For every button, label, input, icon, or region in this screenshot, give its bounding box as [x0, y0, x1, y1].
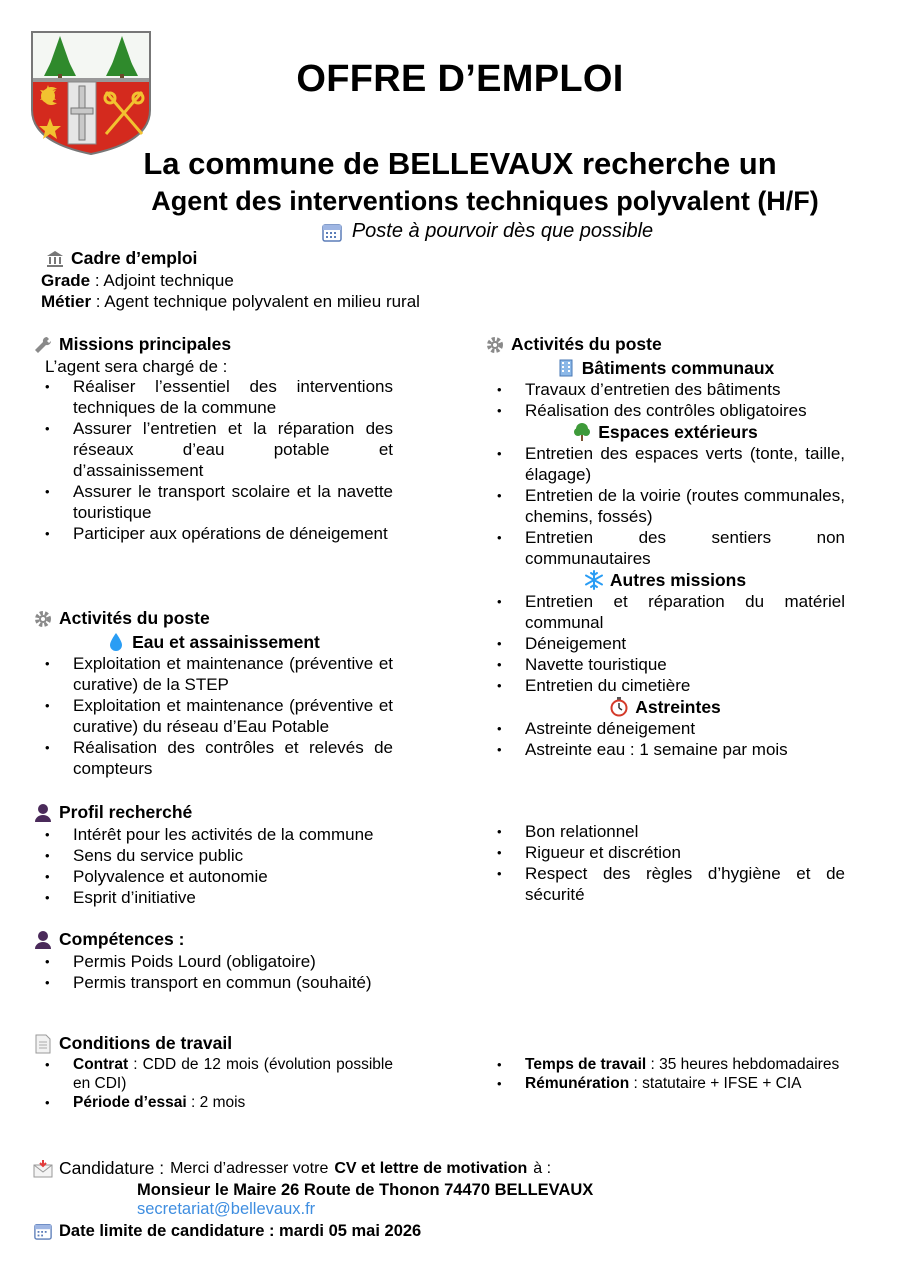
employer-headline: La commune de BELLEVAUX recherche un	[143, 146, 777, 181]
competences-heading-row	[33, 929, 184, 950]
postal-address: Monsieur le Maire 26 Route de Thonon 74470 BELLEVAUX	[137, 1181, 594, 1199]
batiments-subheading-row	[485, 357, 845, 379]
metier-line	[41, 291, 420, 312]
gear-icon	[485, 335, 505, 355]
list-item: • Assurer le transport scolaire et la navette touristique	[33, 481, 393, 523]
activites-right-heading-row	[485, 334, 662, 355]
competences-heading: Compétences :	[59, 929, 185, 949]
missions-heading: Missions principales	[59, 334, 232, 354]
essai-label: Période d’essai	[73, 1094, 187, 1111]
water-drop-icon	[106, 632, 126, 652]
deadline-text: Date limite de candidature : mardi 05 mai 2026	[59, 1221, 422, 1240]
list-item: • Bon relationnel	[485, 821, 845, 842]
list-item: • Exploitation et maintenance (préventive et curative) de la STEP	[33, 653, 393, 695]
snowflake-icon	[584, 570, 604, 590]
deadline-row	[33, 1221, 421, 1241]
list-item: • Travaux d’entretien des bâtiments	[485, 379, 845, 400]
wrench-icon	[33, 335, 53, 355]
candidature-text-before: Merci d’adresser votre	[170, 1159, 329, 1177]
grade-value: : Adjoint technique	[90, 271, 234, 290]
astreintes-subheading-row	[485, 696, 845, 718]
list-item: • Entretien et réparation du matériel communal	[485, 591, 845, 633]
activites-left-heading-row	[33, 608, 210, 629]
list-item: • Déneigement	[485, 633, 845, 654]
contrat-label: Contrat	[73, 1056, 129, 1073]
temps-label: Temps de travail	[525, 1056, 647, 1073]
email-link[interactable]: secretariat@bellevaux.fr	[137, 1200, 316, 1218]
profil-heading: Profil recherché	[59, 802, 193, 822]
list-item: • Exploitation et maintenance (préventive et curative) du réseau d’Eau Potable	[33, 695, 393, 737]
list-item: • Rigueur et discrétion	[485, 842, 845, 863]
remuneration-item	[485, 1074, 845, 1093]
profil-right-list	[485, 821, 845, 905]
office-building-icon	[556, 358, 576, 378]
list-item: • Réaliser l’essentiel des interventions techniques de la commune	[33, 376, 393, 418]
conditions-heading: Conditions de travail	[59, 1033, 233, 1053]
batiments-subheading: Bâtiments communaux	[581, 358, 775, 378]
tree-icon	[572, 422, 592, 442]
autres-subheading: Autres missions	[609, 570, 747, 590]
temps-value: : 35 heures hebdomadaires	[646, 1056, 840, 1073]
candidature-row	[33, 1158, 551, 1179]
availability-line	[0, 220, 900, 243]
contrat-item	[33, 1055, 393, 1093]
temps-item	[485, 1055, 845, 1074]
astreintes-subheading: Astreintes	[635, 697, 721, 717]
remuneration-label: Rémunération	[525, 1075, 630, 1092]
envelope-icon	[33, 1159, 53, 1179]
cadre-heading-row	[45, 248, 197, 269]
list-item: • Réalisation des contrôles obligatoires	[485, 400, 845, 421]
document-icon	[33, 1034, 53, 1054]
list-item: • Respect des règles d’hygiène et de sécurité	[485, 863, 845, 905]
essai-value: : 2 mois	[186, 1094, 246, 1111]
activites-right-heading: Activités du poste	[511, 334, 662, 354]
espaces-subheading: Espaces extérieurs	[598, 422, 758, 442]
list-item: • Assurer l’entretien et la réparation des réseaux d’eau potable et d’assainissement	[33, 418, 393, 481]
list-item: • Entretien du cimetière	[485, 675, 845, 696]
list-item: • Entretien des sentiers non communautaires	[485, 527, 845, 569]
bank-building-icon	[45, 249, 65, 269]
list-item: • Participer aux opérations de déneigement	[33, 523, 393, 544]
cadre-heading: Cadre d’emploi	[71, 248, 198, 268]
coat-of-arms-logo	[30, 30, 152, 156]
eau-subheading: Eau et assainissement	[132, 632, 320, 652]
espaces-list	[485, 443, 845, 569]
competences-list	[33, 951, 393, 993]
list-item: • Intérêt pour les activités de la commune	[33, 824, 393, 845]
metier-value: : Agent technique polyvalent en milieu rural	[91, 292, 420, 311]
profil-left-list	[33, 824, 393, 908]
availability-text: Poste à pourvoir dès que possible	[351, 220, 654, 242]
calendar-icon	[322, 222, 342, 242]
grade-line	[41, 270, 234, 291]
remuneration-value: : statutaire + IFSE + CIA	[629, 1075, 802, 1092]
list-item: • Polyvalence et autonomie	[33, 866, 393, 887]
list-item: • Permis Poids Lourd (obligatoire)	[33, 951, 393, 972]
contrat-value: : CDD de 12 mois (évolution possible en CDI)	[73, 1056, 393, 1092]
conditions-left-list	[33, 1055, 393, 1112]
batiments-list	[485, 379, 845, 421]
job-title: Agent des interventions techniques polyvalent (H/F)	[151, 186, 819, 216]
candidature-label: Candidature :	[59, 1158, 165, 1178]
autres-subheading-row	[485, 569, 845, 591]
profil-heading-row	[33, 802, 192, 823]
eau-subheading-row	[33, 631, 393, 653]
essai-item	[33, 1093, 393, 1112]
metier-label: Métier	[41, 292, 92, 311]
list-item: • Astreinte déneigement	[485, 718, 845, 739]
missions-heading-row	[33, 334, 231, 355]
page-title: OFFRE D’EMPLOI	[296, 58, 624, 100]
stopwatch-icon	[609, 697, 629, 717]
candidature-text-after: à :	[533, 1159, 552, 1177]
gear-icon	[33, 609, 53, 629]
autres-list	[485, 591, 845, 696]
activites-right-groups	[485, 357, 845, 760]
list-item: • Astreinte eau : 1 semaine par mois	[485, 739, 845, 760]
list-item: • Esprit d’initiative	[33, 887, 393, 908]
eau-list	[33, 653, 393, 779]
list-item: • Entretien des espaces verts (tonte, taille, élagage)	[485, 443, 845, 485]
grade-label: Grade	[41, 271, 91, 290]
conditions-heading-row	[33, 1033, 232, 1054]
list-item: • Permis transport en commun (souhaité)	[33, 972, 393, 993]
calendar-icon	[33, 1221, 53, 1241]
missions-intro: L’agent sera chargé de :	[45, 357, 228, 376]
astreintes-list	[485, 718, 845, 760]
conditions-right-list	[485, 1055, 845, 1093]
list-item: • Entretien de la voirie (routes communales, chemins, fossés)	[485, 485, 845, 527]
list-item: • Navette touristique	[485, 654, 845, 675]
person-icon	[33, 803, 53, 823]
list-item: • Sens du service public	[33, 845, 393, 866]
candidature-text-bold: CV et lettre de motivation	[334, 1159, 528, 1177]
list-item: • Réalisation des contrôles et relevés de compteurs	[33, 737, 393, 779]
missions-list	[33, 376, 393, 544]
person-icon	[33, 930, 53, 950]
espaces-subheading-row	[485, 421, 845, 443]
activites-left-heading: Activités du poste	[59, 608, 210, 628]
